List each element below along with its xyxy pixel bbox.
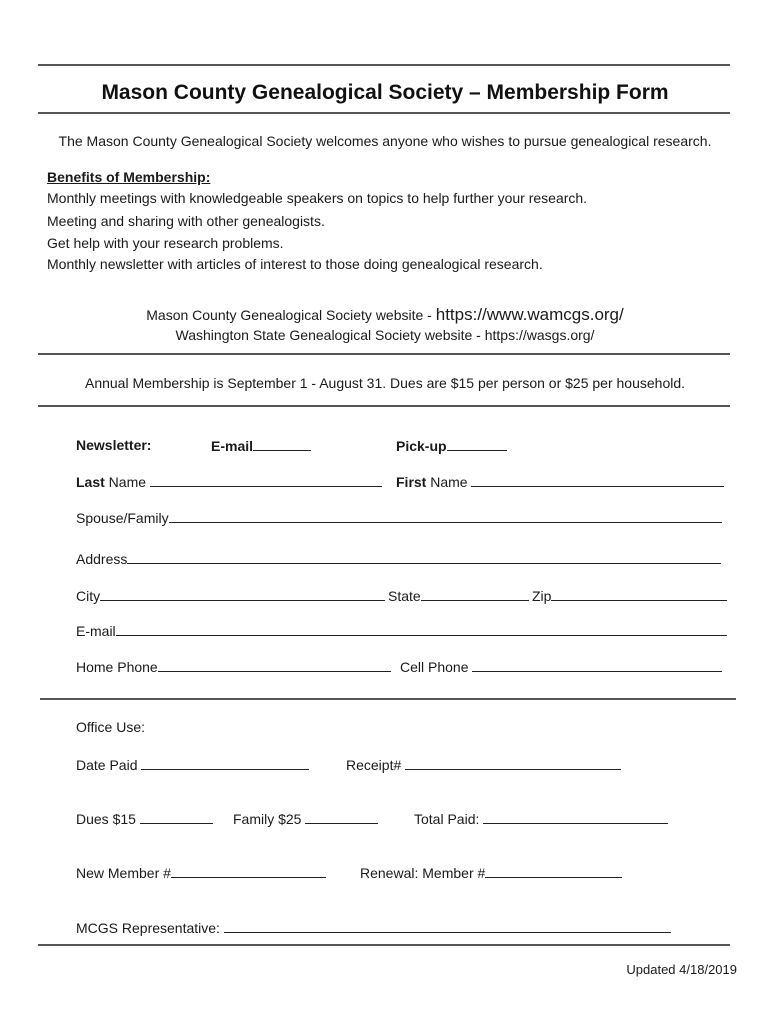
cell-phone-blank[interactable] bbox=[472, 658, 722, 672]
representative-label: MCGS Representative: bbox=[76, 920, 224, 936]
divider bbox=[40, 698, 736, 700]
newsletter-pickup-option[interactable] bbox=[396, 437, 507, 454]
mcgs-website-label: Mason County Genealogical Society website - bbox=[146, 307, 436, 323]
divider bbox=[38, 405, 730, 407]
date-paid-label: Date Paid bbox=[76, 757, 142, 773]
benefit-item: Monthly meetings with knowledgeable speakers on topics to help further your research. bbox=[47, 190, 588, 206]
dues-blank[interactable] bbox=[140, 810, 213, 824]
last-name-bold: Last bbox=[76, 474, 105, 490]
last-name-blank[interactable] bbox=[150, 473, 382, 487]
first-name-field[interactable] bbox=[396, 473, 724, 490]
benefit-item: Get help with your research problems. bbox=[47, 235, 284, 251]
home-phone-field[interactable] bbox=[76, 658, 391, 675]
address-label: Address bbox=[76, 551, 128, 567]
total-paid-field[interactable] bbox=[414, 810, 668, 827]
address-field[interactable] bbox=[76, 550, 721, 567]
intro-text: The Mason County Genealogical Society welcomes anyone who wishes to pursue genealogical research. bbox=[58, 133, 712, 149]
total-paid-blank[interactable] bbox=[483, 810, 668, 824]
renewal-field[interactable] bbox=[360, 864, 622, 881]
newsletter-email-option[interactable] bbox=[211, 437, 311, 454]
mcgs-website-link[interactable]: https://www.wamcgs.org/ bbox=[435, 305, 624, 324]
email-field[interactable] bbox=[76, 622, 727, 639]
first-name-blank[interactable] bbox=[471, 473, 724, 487]
home-phone-blank[interactable] bbox=[158, 658, 391, 672]
email-label: E-mail bbox=[76, 623, 116, 639]
last-name-label: Name bbox=[104, 474, 150, 490]
dues-field[interactable] bbox=[76, 810, 213, 827]
cell-phone-field[interactable] bbox=[400, 658, 722, 675]
pickup-option-label: Pick-up bbox=[396, 438, 447, 454]
wsgs-website-line bbox=[0, 327, 770, 343]
home-phone-label: Home Phone bbox=[76, 659, 158, 675]
state-label: State bbox=[388, 588, 421, 604]
spouse-family-field[interactable] bbox=[76, 509, 722, 526]
zip-label: Zip bbox=[532, 588, 552, 604]
receipt-field[interactable] bbox=[346, 756, 621, 773]
wsgs-website-link[interactable]: https://wasgs.org/ bbox=[484, 327, 595, 343]
family-blank[interactable] bbox=[305, 810, 378, 824]
date-paid-blank[interactable] bbox=[141, 756, 309, 770]
benefit-item: Monthly newsletter with articles of interest to those doing genealogical research. bbox=[47, 256, 543, 272]
divider bbox=[38, 353, 730, 355]
benefits-heading: Benefits of Membership: bbox=[47, 169, 211, 185]
page-title: Mason County Genealogical Society – Membership Form bbox=[101, 81, 669, 104]
email-blank[interactable] bbox=[116, 622, 727, 636]
newsletter-label: Newsletter: bbox=[76, 437, 152, 453]
total-paid-label: Total Paid: bbox=[414, 811, 484, 827]
city-label: City bbox=[76, 588, 101, 604]
email-option-label: E-mail bbox=[211, 438, 254, 454]
address-blank[interactable] bbox=[127, 550, 721, 564]
title-rule bbox=[38, 112, 730, 114]
date-paid-field[interactable] bbox=[76, 756, 309, 773]
benefit-item: Meeting and sharing with other genealogists. bbox=[47, 213, 325, 229]
spouse-family-blank[interactable] bbox=[169, 509, 722, 523]
renewal-blank[interactable] bbox=[485, 864, 622, 878]
last-name-field[interactable] bbox=[76, 473, 382, 490]
bottom-rule bbox=[38, 944, 730, 946]
family-label: Family $25 bbox=[233, 811, 306, 827]
updated-date: Updated 4/18/2019 bbox=[626, 962, 737, 977]
office-use-heading: Office Use: bbox=[76, 719, 145, 735]
new-member-blank[interactable] bbox=[171, 864, 326, 878]
renewal-label: Renewal: Member # bbox=[360, 865, 486, 881]
email-option-blank[interactable] bbox=[253, 437, 311, 451]
representative-field[interactable] bbox=[76, 919, 671, 936]
first-name-label: Name bbox=[426, 474, 472, 490]
mcgs-website-line bbox=[0, 305, 770, 325]
pickup-option-blank[interactable] bbox=[447, 437, 507, 451]
city-blank[interactable] bbox=[100, 587, 385, 601]
city-field[interactable] bbox=[76, 587, 385, 604]
family-field[interactable] bbox=[233, 810, 378, 827]
dues-label: Dues $15 bbox=[76, 811, 140, 827]
state-blank[interactable] bbox=[421, 587, 529, 601]
new-member-label: New Member # bbox=[76, 865, 171, 881]
representative-blank[interactable] bbox=[224, 919, 671, 933]
spouse-family-label: Spouse/Family bbox=[76, 510, 169, 526]
new-member-field[interactable] bbox=[76, 864, 326, 881]
cell-phone-label: Cell Phone bbox=[400, 659, 473, 675]
receipt-label: Receipt# bbox=[346, 757, 406, 773]
zip-field[interactable] bbox=[532, 587, 727, 604]
state-field[interactable] bbox=[388, 587, 529, 604]
membership-note: Annual Membership is September 1 - August 31. Dues are $15 per person or $25 per household. bbox=[84, 375, 686, 391]
wsgs-website-label: Washington State Genealogical Society website - bbox=[175, 327, 485, 343]
top-rule bbox=[38, 64, 730, 66]
first-name-bold: First bbox=[396, 474, 427, 490]
receipt-blank[interactable] bbox=[405, 756, 621, 770]
zip-blank[interactable] bbox=[551, 587, 727, 601]
